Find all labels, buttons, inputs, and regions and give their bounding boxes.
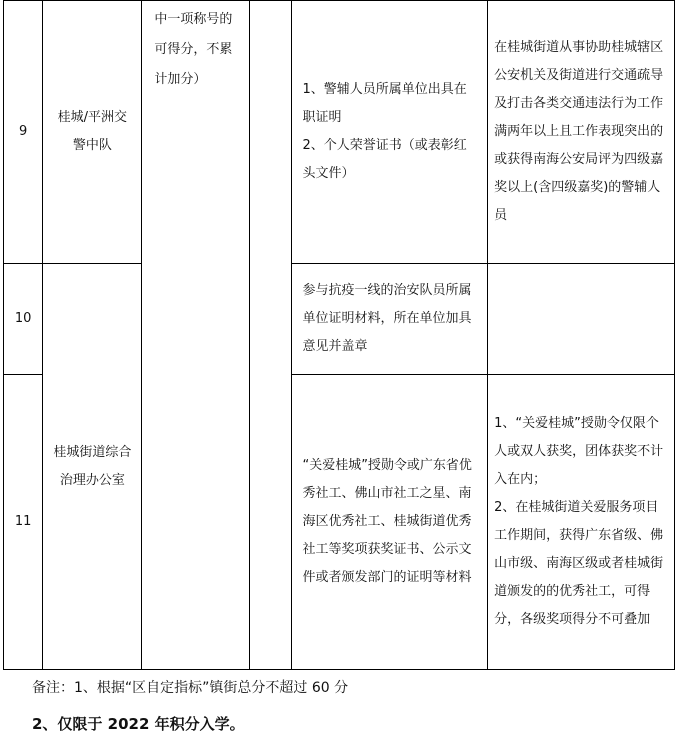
conditions-cell: 在桂城街道从事协助桂城辖区公安机关及街道进行交通疏导及打击各类交通违法行为工作满两年以上且工作表现突出的或获得南海公安局评为四级嘉奖以上(含四级嘉奖)的警辅人员: [488, 1, 675, 264]
note-2: 2、仅限于 2022 年积分入学。: [32, 715, 245, 733]
materials-cell: [292, 1, 488, 264]
blank-column-cell: [250, 1, 292, 670]
table-row: [4, 264, 675, 375]
points-text: 中一项称号的可得分，不累计加分）: [154, 12, 233, 87]
conditions-cell: [488, 264, 675, 375]
department-cell: 桂城/平洲交警中队: [43, 1, 142, 264]
department-cell: 桂城街道综合治理办公室: [43, 264, 142, 670]
row-number: 11: [4, 375, 43, 670]
row-number: 9: [4, 1, 43, 264]
note-1: 备注：1、根据“区自定指标”镇街总分不超过 60 分: [32, 680, 349, 696]
notes-section: [32, 675, 348, 734]
row-number: 10: [4, 264, 43, 375]
materials-cell: 参与抗疫一线的治安队员所属单位证明材料，所在单位加具意见并盖章: [292, 264, 488, 375]
table-row: [4, 1, 675, 264]
conditions-cell: [488, 375, 675, 670]
policy-table: [3, 0, 675, 670]
materials-text: 1、警辅人员所属单位出具在职证明 2、个人荣誉证书（或表彰红头文件）: [302, 82, 467, 181]
materials-cell: “关爱桂城”授勋令或广东省优秀社工、佛山市社工之星、南海区优秀社工、桂城街道优秀社工等奖项获奖证书、公示文件或者颁发部门的证明等材料: [292, 375, 488, 670]
points-cell: [142, 1, 250, 670]
conditions-text: 1、“关爱桂城”授勋令仅限个人或双人获奖，团体获奖不计入在内； 2、在桂城街道关爱服务项目工作期间，获得广东省级、佛山市级、南海区级或者桂城街道颁发的的优秀社工，可得分，各级奖项得分不可叠加: [494, 416, 664, 627]
